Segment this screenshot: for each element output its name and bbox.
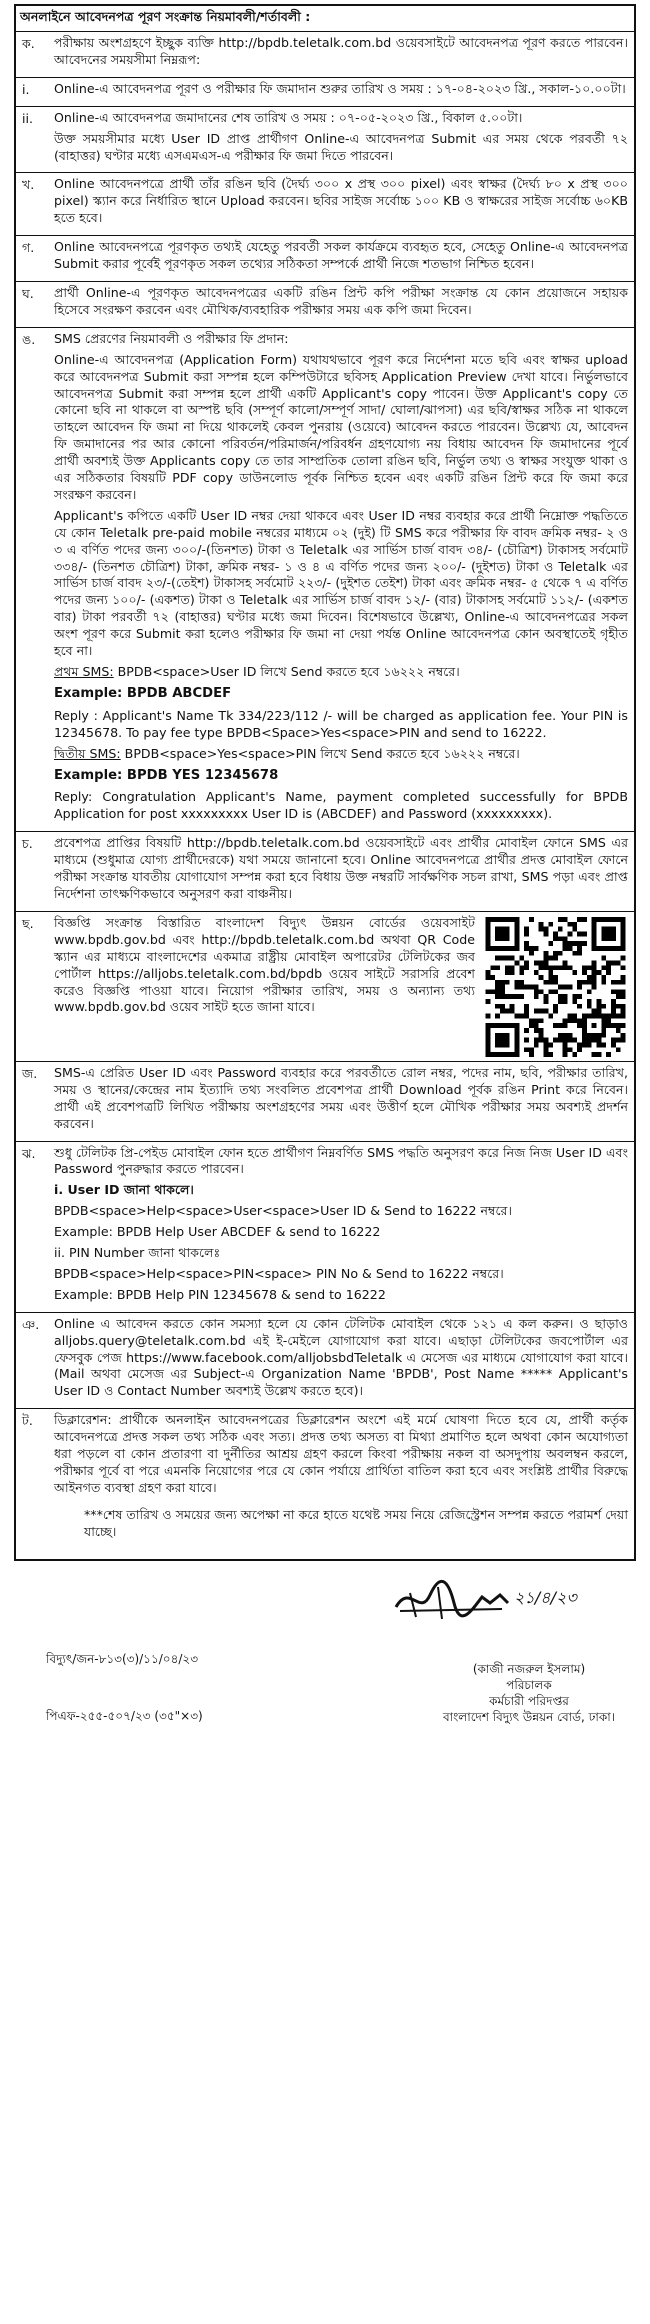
section-label: ঙ. xyxy=(22,331,36,347)
section-text: বিজ্ঞপ্তি সংক্রান্ত বিস্তারিত বাংলাদেশ বিদ্যুৎ উন্নয়ন বোর্ডের ওয়েবসাইট www.bpdb.gov.bd এবং http://bpdb.teletalk.com.bd অথবা QR Code স্ক্যান এর মাধ্যমে বাংলাদেশের একমাত্র রাষ্ট্রীয় মোবাইল অপারেটর টেলিটকের জব পোর্টাল https://alljobs.teletalk.com.bd/bpdb ওয়েব সাইটে সরাসরি প্রবেশ করেও বিজ্ঞপ্তি পাওয়া যাবে। নিয়োগ পরীক্ষার তারিখ, সময় ও অন্যান্য তথ্য www.bpdb.gov.bd ওয়েব সাইট হতে জানা যাবে। xyxy=(54,914,475,1015)
section-text: SMS-এ প্রেরিত User ID এবং Password ব্যবহার করে পরবর্তীতে রোল নম্বর, পদের নাম, ছবি, পরীক্ষার তারিখ, সময় ও স্থানের/কেন্দ্রের নাম ইত্যাদি তথ্য সংবলিত প্রবেশপত্র প্রার্থী Download পূর্বক রঙিন Print করে নিবেন। প্রার্থী এই প্রবেশপত্রটি লিখিত পরীক্ষায় অংশগ্রহণের সময় এবং উত্তীর্ণ হলে মৌখিক পরীক্ষার সময় অবশ্যই প্রদর্শন করবেন। xyxy=(54,1064,628,1131)
sms-second xyxy=(54,746,628,763)
sms-paragraph-1: Online-এ আবেদনপত্র (Application Form) যথাযথভাবে পূরণ করে নির্দেশনা মতে ছবি এবং স্বাক্ষর upload করে আবেদনপত্র Submit করা সম্পন্ন হলে কম্পিউটারে ছবিসহ Application Preview দেখা যাবে। নির্ভুলভাবে আবেদনপত্র Submit করা সম্পন্ন হলে প্রার্থী একটি Applicant's copy পাবেন। উক্ত Applicant's copy তে কোনো ছবি না থাকলে বা অস্পষ্ট ছবি (সম্পূর্ণ কালো/সম্পূর্ণ সাদা/ ঘোলা/ঝাপসা) এর ছবি/স্বাক্ষর সঠিক না থাকলে তাহলে আবেদন ফি জমা না দিয়ে থাকলেই কেবল পুনরায় (ওয়েবে) আবেদন করতে পারবেন। উল্লেখ্য যে, আবেদন ফি জমাদানের পর আর কোনো পরিবর্তন/পরিমার্জন/পরিবর্ধন গ্রহণযোগ্য নয় বিধায় আবেদন ফি জমাদানের পূর্বে প্রার্থী অবশ্যই উক্ত Applicants copy তে তার সাম্প্রতিক তোলা রঙিন ছবি, নির্ভুল তথ্য ও স্বাক্ষর সংযুক্ত থাকা ও এর সঠিকতার বিষয়টি PDF copy ডাউনলোড পূর্বক নিশ্চিত হবেন এবং একটি রঙিন প্রিন্ট করে ফি জমা করে সংরক্ষণ করবেন। xyxy=(54,351,628,502)
section-text: Online-এ আবেদনপত্র জমাদানের শেষ তারিখ ও সময় : ০৭-০৫-২০২৩ খ্রি., বিকাল ৫.০০টা। xyxy=(54,109,523,125)
section-label: গ. xyxy=(22,240,35,256)
section-text: Online আবেদনপত্রে পূরণকৃত তথ্যই যেহেতু পরবর্তী সকল কার্যক্রমে ব্যবহৃত হবে, সেহেতু Online-এ আবেদনপত্র Submit করার পূর্বেই পূরণকৃত সকল তথ্যের সঠিকতা সম্পর্কে প্রার্থী নিজে শতভাগ নিশ্চিত হবেন। xyxy=(54,239,628,272)
section-jh xyxy=(16,1141,634,1312)
section-i xyxy=(16,77,634,106)
reference-number: বিদ্যুৎ/জন-৮১৩(৩)/১১/০৪/২৩ xyxy=(46,1651,199,1666)
signature-date: ২১/৪/২৩ xyxy=(514,1587,577,1607)
section-g xyxy=(16,235,634,281)
section-text: পরীক্ষায় অংশগ্রহণে ইচ্ছুক ব্যক্তি http://bpdb.teletalk.com.bd ওয়েবসাইটে আবেদনপত্র পূরণ করতে পারবেন। আবেদনের সময়সীমা নিম্নরূপ: xyxy=(54,35,628,67)
sms-first xyxy=(54,664,628,681)
section-label: খ. xyxy=(22,177,35,193)
section-ii xyxy=(16,106,634,173)
section-t xyxy=(16,1408,634,1558)
section-label: ঘ. xyxy=(22,285,34,301)
sms-first-text: BPDB<space>User ID লিখে Send করতে হবে ১৬২২২ নম্বরে। xyxy=(113,664,460,679)
signatory-org: বাংলাদেশ বিদ্যুৎ উন্নয়ন বোর্ড, ঢাকা। xyxy=(442,1709,616,1724)
section-label: ট. xyxy=(22,1413,33,1429)
sms-example-2: Example: BPDB YES 12345678 xyxy=(54,767,279,783)
section-label: জ. xyxy=(22,1065,38,1081)
notice-title: অনলাইনে আবেদনপত্র পূরণ সংক্রান্ত নিয়মাবলী/শর্তাবলী : xyxy=(20,9,311,24)
qr-code-icon[interactable] xyxy=(483,917,628,1057)
sms-reply-2: Reply: Congratulation Applicant's Name, payment completed successfully for BPDB Application for post xxxxxxxxx User ID is (ABCDEF) and Password (xxxxxxxxx). xyxy=(54,789,628,822)
signatory-name: (কাজী নজরুল ইসলাম) xyxy=(472,1661,586,1676)
notice-page xyxy=(0,4,650,2324)
section-text: প্রার্থী Online-এ পূরণকৃত আবেদনপত্রের একটি রঙিন প্রিন্ট কপি পরীক্ষা সংক্রান্ত যে কোন প্রয়োজনে সহায়ক হিসেবে সংরক্ষণ করবেন এবং মৌখিক/ব্যবহারিক পরীক্ষার সময় এক কপি জমা দিবেন। xyxy=(54,284,628,317)
section-label: ii. xyxy=(22,110,34,126)
section-chh xyxy=(16,911,634,1061)
section-note: উক্ত সময়সীমার মধ্যে User ID প্রাপ্ত প্রার্থীগণ Online-এ আবেদনপত্র Submit এর সময় থেকে পরবর্তী ৭২ (বাহাত্তর) ঘণ্টার মধ্যে এসএমএস-এ পরীক্ষার ফি জমা দিতে পারবেন। xyxy=(54,130,628,163)
recovery-pin-sms: BPDB<space>Help<space>PIN<space> PIN No & Send to 16222 নম্বরে। xyxy=(54,1265,504,1281)
sms-second-text: BPDB<space>Yes<space>PIN লিখে Send করতে হবে ১৬২২২ নম্বরে। xyxy=(120,745,520,761)
section-text: শুধু টেলিটক প্রি-পেইড মোবাইল ফোন হতে প্রার্থীগণ নিম্নবর্ণিত SMS পদ্ধতি অনুসরণ করে নিজ নিজ User ID এবং Password পুনরুদ্ধার করতে পারবেন। xyxy=(54,1144,628,1177)
sms-example-1: Example: BPDB ABCDEF xyxy=(54,685,232,701)
recovery-pin-heading: ii. PIN Number জানা থাকলেঃ xyxy=(54,1245,221,1261)
section-label: ঞ. xyxy=(22,1316,40,1332)
section-ch xyxy=(16,831,634,911)
signatory-department: কর্মচারী পরিদপ্তর xyxy=(489,1693,569,1708)
sms-first-label: প্রথম SMS: xyxy=(54,664,114,679)
pr-reference: পিএফ-২৫৫-৫০৭/২৩ (৩৫"×৩) xyxy=(46,1708,203,1723)
sms-heading: SMS প্রেরণের নিয়মাবলী ও পরীক্ষার ফি প্রদান: xyxy=(54,330,289,346)
section-k xyxy=(16,31,634,77)
section-text: Online-এ আবেদনপত্র পূরণ ও পরীক্ষার ফি জমাদান শুরুর তারিখ ও সময় : ১৭-০৪-২০২৩ খ্রি., সকাল-১০.০০টা। xyxy=(54,80,626,96)
sms-reply-1: Reply : Applicant's Name Tk 334/223/112 /- will be charged as application fee. Your PIN is 12345678. To pay fee type BPDB<Space>Yes<space>PIN and send to 16222. xyxy=(54,707,628,740)
section-text: Online আবেদনপত্রে প্রার্থী তাঁর রঙিন ছবি (দৈর্ঘ্য ৩০০ x প্রস্থ ৩০০ pixel) এবং স্বাক্ষর (দৈর্ঘ্য ৮০ x প্রস্থ ৩০০ pixel) স্ক্যান করে নির্ধারিত স্থানে Upload করবেন। ছবির সাইজ সর্বোচ্চ ১০০ KB ও স্বাক্ষরের সাইজ সর্বোচ্চ ৬০KB হতে হবে। xyxy=(54,176,628,226)
section-n xyxy=(16,1312,634,1409)
recovery-pin-example: Example: BPDB Help PIN 12345678 & send to 16222 xyxy=(54,1286,386,1302)
signatory-designation: পরিচালক xyxy=(506,1677,552,1692)
section-kh xyxy=(16,172,634,235)
section-text: প্রবেশপত্র প্রাপ্তির বিষয়টি http://bpdb.teletalk.com.bd ওয়েবসাইটে এবং প্রার্থীর মোবাইল ফোনে SMS এর মাধ্যমে (শুধুমাত্র যোগ্য প্রার্থীদেরকে) যথা সময়ে জানানো হবে। Online আবেদনপত্রে প্রার্থীর প্রদত্ত মোবাইল ফোনে পরীক্ষা সংক্রান্ত যাবতীয় যোগাযোগ সম্পন্ন করা হবে বিধায় উক্ত নম্বরটি সার্বক্ষণিক সচল রাখা, SMS পড়া এবং প্রাপ্ত নির্দেশনা তাৎক্ষণিকভাবে অনুসরণ করা বাঞ্চনীয়। xyxy=(54,835,628,901)
signatory-block xyxy=(424,1661,634,1725)
sms-second-label: দ্বিতীয় SMS: xyxy=(54,745,121,761)
section-label: ক. xyxy=(22,36,35,51)
section-text: Online এ আবেদন করতে কোন সমস্যা হলে যে কোন টেলিটক মোবাইল থেকে ১২১ এ কল করুন। ও ছাড়াও alljobs.query@teletalk.com.bd এই ই-মেইলে যোগাযোগ করা যাবে। এছাড়া টেলিটকের জবপোর্টাল এর ফেসবুক পেজ https://www.facebook.com/alljobsbdTeletalk এ মেসেজ এর মাধ্যমে যোগাযোগ করা যাবে। (Mail অথবা মেসেজ এর Subject-এ Organization Name 'BPDB', Post Name ***** Applicant's User ID ও Contact Number অবশ্যই উল্লেখ করতে হবে)। xyxy=(54,1315,628,1399)
rules-box xyxy=(14,4,636,1561)
section-label: i. xyxy=(22,81,30,97)
section-label: ঝ. xyxy=(22,1145,36,1161)
section-ng xyxy=(16,327,634,831)
section-label: চ. xyxy=(22,836,33,852)
section-label: ছ. xyxy=(22,915,34,931)
recovery-userid-heading: i. User ID জানা থাকলে। xyxy=(54,1182,194,1198)
registration-note: ***শেষ তারিখ ও সময়ের জন্য অপেক্ষা না করে হাতে যথেষ্ট সময় নিয়ে রেজিস্ট্রেশন সম্পন্ন করতে পরামর্শ দেয়া যাচ্ছে। xyxy=(84,1506,628,1539)
section-j xyxy=(16,1061,634,1141)
recovery-userid-sms: BPDB<space>Help<space>User<space>User ID & Send to 16222 নম্বরে। xyxy=(54,1203,512,1219)
sms-paragraph-2: Applicant's কপিতে একটি User ID নম্বর দেয়া থাকবে এবং User ID নম্বর ব্যবহার করে প্রার্থী নিম্নোক্ত পদ্ধতিতে যে কোন Teletalk pre-paid mobile নম্বরের মাধ্যমে ০২ (দুই) টি SMS করে পরীক্ষার ফি বাবদ ক্রমিক নম্বর- ২ ও ৩ এ বর্ণিত পদের জন্য ৩০০/-(তিনশত) টাকা ও Teletalk এর সার্ভিস চার্জ বাবদ ৩৪/- (চৌত্রিশ) টাকাসহ সর্বমোট ৩৩৪/- (তিনশত চৌত্রিশ) টাকা, ক্রমিক নম্বর- ১ ও ৪ এ বর্ণিত পদের জন্য ২০০/- (দুইশত) টাকা ও Teletalk এর সার্ভিস চার্জ বাবদ ২৩/-(তেইশ) টাকাসহ সর্বমোট ২২৩/- (দুইশত তেইশ) টাকা এবং ক্রমিক নম্বর- ৫ থেকে ৭ এ বর্ণিত পদের জন্য ১০০/- (একশত) টাকা ও Teletalk এর সার্ভিস চার্জ বাবদ ১২/- (বার) টাকাসহ সর্বমোট ১১২/- (একশত বার) টাকা পরবর্তী ৭২ (বাহাত্তর) ঘণ্টার মধ্যে জমা দিবেন। বিশেষভাবে উল্লেখ্য, Online-এ আবেদনপত্রের সকল অংশ পূরণ করে Submit করা হলেও পরীক্ষার ফি জমা না দেয়া পর্যন্ত Online আবেদনপত্র কোন অবস্থাতেই গৃহীত হবে না। xyxy=(54,507,628,659)
section-text: ডিক্লারেশন: প্রার্থীকে অনলাইন আবেদনপত্রের ডিক্লারেশন অংশে এই মর্মে ঘোষণা দিতে হবে যে, প্রার্থী কর্তৃক আবেদনপত্রে প্রদত্ত সকল তথ্য সঠিক এবং সত্য। প্রদত্ত তথ্য অসত্য বা মিথ্যা প্রমাণিত হলে অথবা কোন অযোগ্যতা ধরা পড়লে বা কোন প্রতারণা বা দুর্নীতির আশ্রয় গ্রহণ করলে কিংবা পরীক্ষায় নকল বা অসদুপায় অবলম্বন করলে, পরীক্ষার পূর্বে বা পরে এমনকি নিয়োগের পরে যে কোন পর্যায়ে প্রার্থিতা বাতিল করা হবে এবং সংশ্লিষ্ট প্রার্থীর বিরুদ্ধে আইনগত ব্যবস্থা গ্রহণ করা যাবে। xyxy=(54,1412,628,1495)
recovery-userid-example: Example: BPDB Help User ABCDEF & send to 16222 xyxy=(54,1224,381,1240)
section-gh xyxy=(16,281,634,327)
notice-footer xyxy=(14,1561,636,1771)
